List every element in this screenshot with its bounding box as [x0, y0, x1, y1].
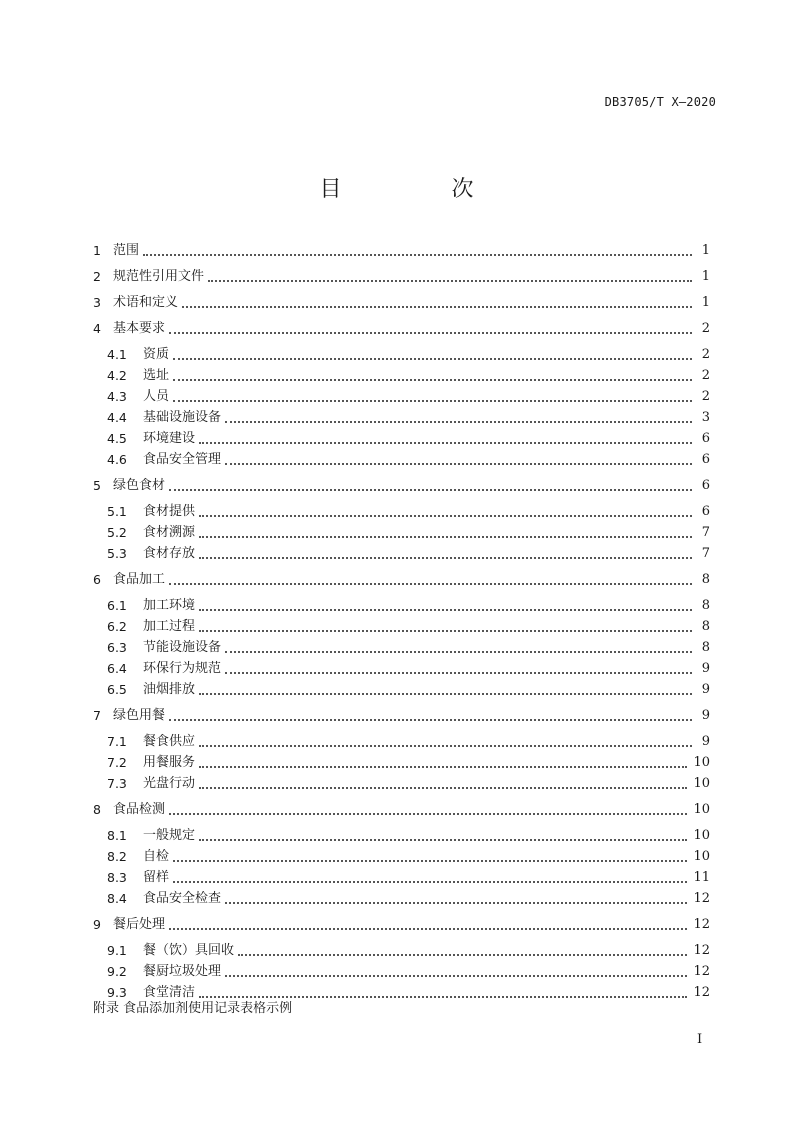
- toc-dot-leader: [199, 514, 692, 517]
- toc-dot-leader: [169, 582, 692, 585]
- toc-chapter-entry[interactable]: [93, 568, 710, 588]
- toc-section-entry[interactable]: [107, 343, 710, 363]
- toc-entry-title: 食品检测: [112, 802, 165, 817]
- toc-entry-title: 术语和定义: [112, 295, 178, 310]
- toc-dot-leader: [225, 901, 687, 904]
- toc-entry-title: 基础设施设备: [143, 410, 222, 425]
- toc-section-entry[interactable]: [107, 364, 710, 384]
- document-code: DB3705/T X—2020: [604, 95, 716, 109]
- toc-entry-page: 8: [701, 572, 710, 587]
- toc-entry-number: 7.1: [107, 734, 127, 749]
- toc-entry-title: 加工过程: [143, 619, 196, 634]
- toc-section-entry[interactable]: [107, 960, 710, 980]
- toc-entry-title: 食堂清洁: [143, 985, 196, 1000]
- appendix-entry[interactable]: 附录 食品添加剂使用记录表格示例: [93, 1001, 293, 1016]
- toc-dot-leader: [169, 812, 687, 815]
- toc-dot-leader: [173, 859, 687, 862]
- toc-entry-title: 油烟排放: [143, 682, 196, 697]
- toc-entry-number: 5.3: [107, 546, 127, 561]
- toc-section-entry[interactable]: [107, 657, 710, 677]
- toc-entry-number: 9.3: [107, 985, 127, 1000]
- toc-section-entry[interactable]: [107, 866, 710, 886]
- toc-entry-title: 范围: [112, 243, 139, 258]
- toc-section-entry[interactable]: [107, 887, 710, 907]
- toc-entry-title: 环保行为规范: [143, 661, 222, 676]
- toc-section-entry[interactable]: [107, 406, 710, 426]
- toc-entry-page: 1: [701, 243, 710, 258]
- toc-section-entry[interactable]: [107, 730, 710, 750]
- toc-chapter-entry[interactable]: [93, 291, 710, 311]
- toc-entry-number: 6.2: [107, 619, 127, 634]
- toc-dot-leader: [199, 786, 687, 789]
- toc-entry-page: 2: [701, 389, 710, 404]
- toc-entry-page: 12: [693, 985, 710, 1000]
- toc-entry-number: 4.5: [107, 431, 127, 446]
- toc-entry-title: 环境建设: [143, 431, 196, 446]
- toc-entry-number: 8: [93, 802, 101, 817]
- toc-dot-leader: [225, 974, 687, 977]
- toc-entry-page: 8: [701, 598, 710, 613]
- toc-entry-title: 用餐服务: [143, 755, 196, 770]
- toc-entry-number: 4.6: [107, 452, 127, 467]
- toc-section-entry[interactable]: [107, 427, 710, 447]
- toc-entry-number: 9.1: [107, 943, 127, 958]
- toc-entry-page: 12: [693, 917, 710, 932]
- toc-section-entry[interactable]: [107, 845, 710, 865]
- toc-entry-page: 10: [693, 776, 710, 791]
- toc-entry-page: 9: [701, 734, 710, 749]
- toc-section-entry[interactable]: [107, 678, 710, 698]
- toc-entry-title: 留样: [143, 870, 170, 885]
- toc-entry-number: 4: [93, 321, 101, 336]
- toc-dot-leader: [173, 880, 687, 883]
- toc-entry-page: 10: [693, 828, 710, 843]
- toc-entry-page: 7: [701, 546, 710, 561]
- toc-entry-title: 餐（饮）具回收: [143, 943, 235, 958]
- toc-entry-title: 食材提供: [143, 504, 196, 519]
- toc-entry-title: 绿色食材: [112, 478, 165, 493]
- toc-entry-number: 8.2: [107, 849, 127, 864]
- toc-dot-leader: [199, 765, 687, 768]
- toc-entry-page: 12: [693, 891, 710, 906]
- toc-dot-leader: [199, 608, 692, 611]
- toc-dot-leader: [199, 744, 692, 747]
- toc-entry-page: 9: [701, 661, 710, 676]
- toc-dot-leader: [199, 535, 692, 538]
- toc-entry-page: 7: [701, 525, 710, 540]
- toc-entry-page: 11: [693, 870, 710, 885]
- toc-dot-leader: [199, 441, 692, 444]
- page-number: I: [697, 1032, 703, 1047]
- toc-entry-number: 5.1: [107, 504, 127, 519]
- toc-section-entry[interactable]: [107, 542, 710, 562]
- toc-chapter-entry[interactable]: [93, 474, 710, 494]
- toc-entry-number: 5: [93, 478, 101, 493]
- toc-entry-page: 9: [701, 708, 710, 723]
- toc-entry-title: 食品安全检查: [143, 891, 222, 906]
- toc-entry-title: 一般规定: [143, 828, 196, 843]
- toc-entry-page: 2: [701, 347, 710, 362]
- toc-dot-leader: [169, 331, 692, 334]
- toc-dot-leader: [225, 671, 692, 674]
- toc-entry-number: 6: [93, 572, 101, 587]
- toc-entry-page: 3: [701, 410, 710, 425]
- toc-entry-page: 8: [701, 619, 710, 634]
- toc-entry-page: 9: [701, 682, 710, 697]
- toc-entry-number: 6.3: [107, 640, 127, 655]
- toc-entry-number: 4.3: [107, 389, 127, 404]
- toc-dot-leader: [173, 357, 692, 360]
- toc-dot-leader: [225, 462, 692, 465]
- toc-dot-leader: [169, 927, 687, 930]
- toc-section-entry[interactable]: [107, 594, 710, 614]
- toc-entry-page: 8: [701, 640, 710, 655]
- toc-section-entry[interactable]: [107, 521, 710, 541]
- toc-entry-number: 7.2: [107, 755, 127, 770]
- toc-entry-page: 1: [701, 269, 710, 284]
- toc-entry-number: 8.3: [107, 870, 127, 885]
- toc-dot-leader: [199, 556, 692, 559]
- toc-dot-leader: [199, 838, 687, 841]
- toc-dot-leader: [208, 279, 692, 282]
- toc-entry-number: 6.5: [107, 682, 127, 697]
- toc-chapter-entry[interactable]: [93, 704, 710, 724]
- toc-entry-number: 4.2: [107, 368, 127, 383]
- toc-entry-title: 加工环境: [143, 598, 196, 613]
- toc-dot-leader: [199, 629, 692, 632]
- toc-dot-leader: [173, 399, 692, 402]
- toc-dot-leader: [169, 488, 692, 491]
- toc-section-entry[interactable]: [107, 448, 710, 468]
- toc-entry-number: 7: [93, 708, 101, 723]
- toc-section-entry[interactable]: [107, 385, 710, 405]
- toc-entry-number: 9.2: [107, 964, 127, 979]
- toc-entry-number: 8.4: [107, 891, 127, 906]
- toc-entry-number: 6.4: [107, 661, 127, 676]
- toc-entry-number: 4.1: [107, 347, 127, 362]
- toc-entry-title: 餐食供应: [143, 734, 196, 749]
- toc-entry-number: 6.1: [107, 598, 127, 613]
- toc-entry-title: 资质: [143, 347, 170, 362]
- toc-dot-leader: [182, 305, 692, 308]
- toc-entry-number: 2: [93, 269, 101, 284]
- toc-chapter-entry[interactable]: [93, 913, 710, 933]
- toc-entry-page: 10: [693, 755, 710, 770]
- toc-section-entry[interactable]: [107, 636, 710, 656]
- toc-entry-page: 2: [701, 321, 710, 336]
- toc-chapter-entry[interactable]: [93, 798, 710, 818]
- toc-dot-leader: [199, 692, 692, 695]
- toc-entry-page: 6: [701, 478, 710, 493]
- toc-entry-number: 4.4: [107, 410, 127, 425]
- toc-entry-page: 6: [701, 431, 710, 446]
- toc-entry-page: 6: [701, 452, 710, 467]
- toc-entry-title: 食材存放: [143, 546, 196, 561]
- toc-section-entry[interactable]: [107, 772, 710, 792]
- toc-entry-title: 选址: [143, 368, 170, 383]
- toc-chapter-entry[interactable]: [93, 317, 710, 337]
- toc-entry-page: 12: [693, 964, 710, 979]
- toc-entry-page: 10: [693, 849, 710, 864]
- toc-dot-leader: [143, 253, 692, 256]
- toc-entry-page: 12: [693, 943, 710, 958]
- toc-entry-title: 节能设施设备: [143, 640, 222, 655]
- toc-entry-number: 3: [93, 295, 101, 310]
- toc-entry-title: 光盘行动: [143, 776, 196, 791]
- toc-section-entry[interactable]: [107, 500, 710, 520]
- toc-entry-title: 规范性引用文件: [112, 269, 204, 284]
- toc-entry-number: 1: [93, 243, 101, 258]
- toc-entry-page: 2: [701, 368, 710, 383]
- toc-chapter-entry[interactable]: [93, 239, 710, 259]
- toc-entry-title: 食材溯源: [143, 525, 196, 540]
- toc-entry-number: 8.1: [107, 828, 127, 843]
- toc-section-entry[interactable]: [107, 939, 710, 959]
- page-title: 目 次: [319, 177, 518, 202]
- toc-entry-number: 7.3: [107, 776, 127, 791]
- toc-entry-title: 基本要求: [112, 321, 165, 336]
- toc-entry-title: 人员: [143, 389, 170, 404]
- toc-chapter-entry[interactable]: [93, 265, 710, 285]
- toc-entry-title: 餐厨垃圾处理: [143, 964, 222, 979]
- toc-dot-leader: [173, 378, 692, 381]
- toc-entry-page: 6: [701, 504, 710, 519]
- toc-entry-title: 自检: [143, 849, 170, 864]
- toc-entry-title: 食品安全管理: [143, 452, 222, 467]
- toc-dot-leader: [225, 650, 692, 653]
- toc-entry-title: 食品加工: [112, 572, 165, 587]
- toc-entry-page: 1: [701, 295, 710, 310]
- toc-entry-title: 餐后处理: [112, 917, 165, 932]
- toc-dot-leader: [225, 420, 692, 423]
- toc-entry-number: 9: [93, 917, 101, 932]
- toc-entry-page: 10: [693, 802, 710, 817]
- toc-section-entry[interactable]: [107, 751, 710, 771]
- toc-section-entry[interactable]: [107, 615, 710, 635]
- toc-entry-number: 5.2: [107, 525, 127, 540]
- toc-section-entry[interactable]: [107, 824, 710, 844]
- toc-dot-leader: [169, 718, 692, 721]
- toc-entry-title: 绿色用餐: [112, 708, 165, 723]
- toc-dot-leader: [238, 953, 687, 956]
